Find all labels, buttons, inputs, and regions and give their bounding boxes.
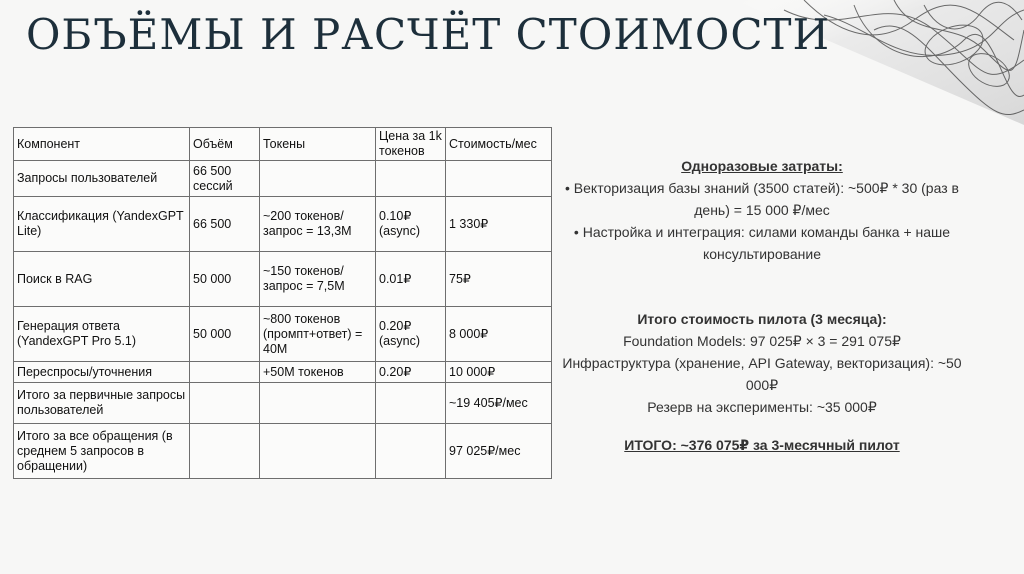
table-cell: 50 000 (190, 307, 260, 362)
header-cell: Объём (190, 128, 260, 161)
one-time-item: • Настройка и интеграция: силами команды банка + наше консультирование (573, 224, 951, 262)
table-cell (446, 161, 552, 197)
table-cell: 0.10₽ (async) (376, 197, 446, 252)
table-cell (260, 424, 376, 479)
table-cell: 97 025₽/мес (446, 424, 552, 479)
table-cell: 66 500 (190, 197, 260, 252)
table-cell (376, 424, 446, 479)
pilot-line: Резерв на эксперименты: ~35 000₽ (647, 399, 877, 415)
table-row (14, 252, 552, 307)
table-cell (376, 161, 446, 197)
table-cell: 8 000₽ (446, 307, 552, 362)
pilot-line: Foundation Models: 97 025₽ × 3 = 291 075₽ (623, 333, 901, 349)
table-cell: Итого за первичные запросы пользователей (14, 383, 190, 424)
table-cell: Поиск в RAG (14, 252, 190, 307)
table-cell (376, 383, 446, 424)
table-cell: ~200 токенов/запрос = 13,3М (260, 197, 376, 252)
table-cell: Итого за все обращения (в среднем 5 запросов в обращении) (14, 424, 190, 479)
header-cell: Цена за 1k токенов (376, 128, 446, 161)
table-cell: ~150 токенов/запрос = 7,5М (260, 252, 376, 307)
table-row (14, 424, 552, 479)
table-row (14, 161, 552, 197)
table-cell (260, 161, 376, 197)
table-cell: 75₽ (446, 252, 552, 307)
table-cell: +50М токенов (260, 362, 376, 383)
table-cell: ~19 405₽/мес (446, 383, 552, 424)
table-cell: 0.01₽ (376, 252, 446, 307)
table-cell: Запросы пользователей (14, 161, 190, 197)
page-title: ОБЪЁМЫ И РАСЧЁТ СТОИМОСТИ (26, 10, 831, 59)
header-cell: Стоимость/мес (446, 128, 552, 161)
cost-table (13, 127, 552, 479)
table-cell: Переспросы/уточнения (14, 362, 190, 383)
table-cell (190, 424, 260, 479)
one-time-heading: Одноразовые затраты: (681, 158, 843, 174)
table-cell: Генерация ответа (YandexGPT Pro 5.1) (14, 307, 190, 362)
table-cell: 0.20₽ (async) (376, 307, 446, 362)
table-cell: 66 500 сессий (190, 161, 260, 197)
table-cell: 10 000₽ (446, 362, 552, 383)
table-row (14, 362, 552, 383)
table-cell: 0.20₽ (376, 362, 446, 383)
pilot-line: Инфраструктура (хранение, API Gateway, векторизация): ~50 000₽ (562, 355, 962, 393)
table-cell: 50 000 (190, 252, 260, 307)
table-row (14, 197, 552, 252)
table-cell (260, 383, 376, 424)
table-header-row (14, 128, 552, 161)
cost-summary (552, 155, 972, 456)
table-row (14, 383, 552, 424)
table-cell (190, 383, 260, 424)
header-cell: Компонент (14, 128, 190, 161)
table-cell (190, 362, 260, 383)
table-row (14, 307, 552, 362)
table-cell: ~800 токенов (промпт+ответ) = 40М (260, 307, 376, 362)
one-time-item: • Векторизация базы знаний (3500 статей): ~500₽ * 30 (раз в день) = 15 000 ₽/мес (565, 180, 959, 218)
header-cell: Токены (260, 128, 376, 161)
pilot-heading: Итого стоимость пилота (3 месяца): (637, 311, 887, 327)
table-cell: 1 330₽ (446, 197, 552, 252)
table-cell: Классификация (YandexGPT Lite) (14, 197, 190, 252)
pilot-total: ИТОГО: ~376 075₽ за 3-месячный пилот (624, 437, 900, 453)
